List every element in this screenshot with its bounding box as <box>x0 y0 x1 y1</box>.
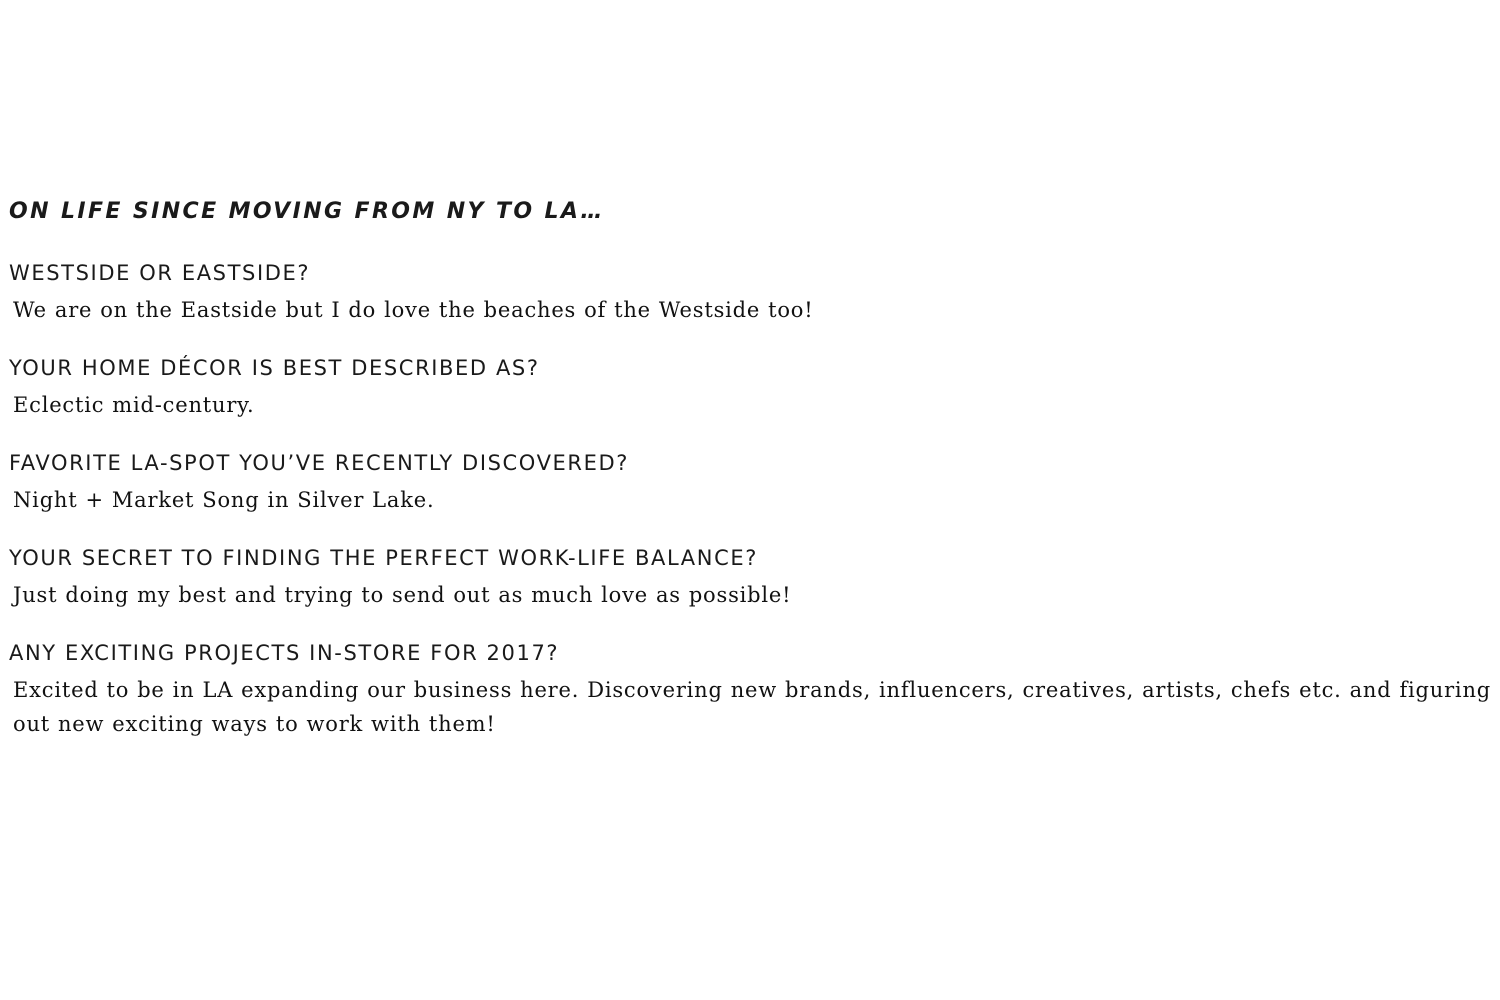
answer: We are on the Eastside but I do love the beaches of the Westside too! <box>13 298 814 322</box>
question: WESTSIDE OR EASTSIDE? <box>9 261 311 285</box>
question: YOUR SECRET TO FINDING THE PERFECT WORK-LIFE BALANCE? <box>9 546 758 570</box>
qa-item <box>9 543 1494 612</box>
answer: Eclectic mid-century. <box>13 393 255 417</box>
question: ANY EXCITING PROJECTS IN-STORE FOR 2017? <box>9 641 560 665</box>
question: YOUR HOME DÉCOR IS BEST DESCRIBED AS? <box>9 356 540 380</box>
answer: Just doing my best and trying to send out as much love as possible! <box>13 583 792 607</box>
qa-list <box>9 258 1494 741</box>
qa-item <box>9 353 1494 422</box>
answer: Excited to be in LA expanding our business here. Discovering new brands, influencers, creatives, artists, chefs etc. and figuring out new exciting ways to work with them! <box>13 678 1492 736</box>
interview-article <box>9 196 1494 767</box>
section-title: ON LIFE SINCE MOVING FROM NY TO LA… <box>9 199 605 224</box>
qa-item <box>9 638 1494 741</box>
qa-item <box>9 448 1494 517</box>
qa-item <box>9 258 1494 327</box>
answer: Night + Market Song in Silver Lake. <box>13 488 435 512</box>
question: FAVORITE LA-SPOT YOU’VE RECENTLY DISCOVERED? <box>9 451 629 475</box>
